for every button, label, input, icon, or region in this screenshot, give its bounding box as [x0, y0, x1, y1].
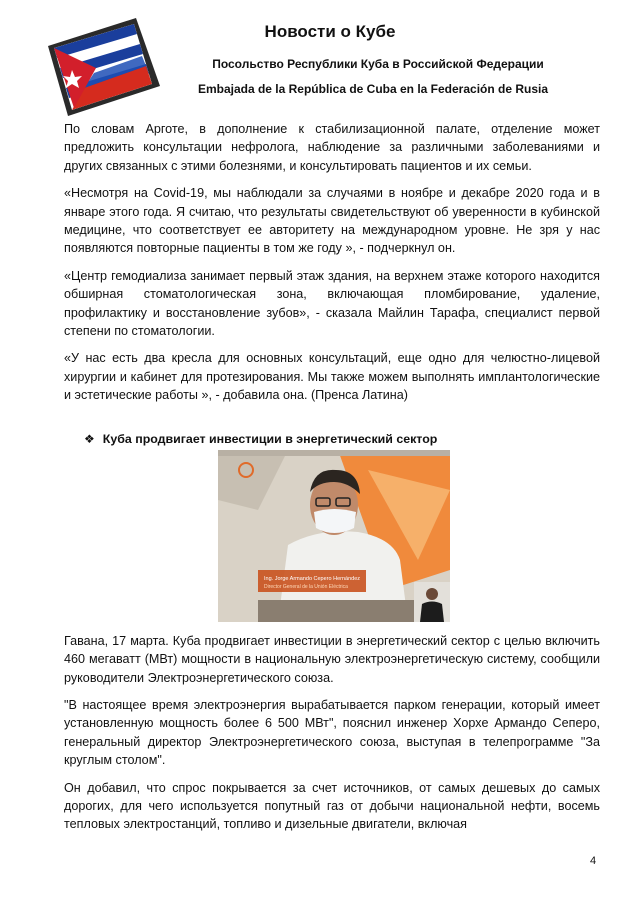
paragraph: «У нас есть два кресла для основных консультаций, еще одно для челюстно-лицевой хирургии и кабинет для протезирования. Мы также можем выполнять имплантологические и эстетические работы », - добавила она. (Пренса Латина) — [64, 351, 600, 403]
article-photo — [218, 450, 450, 622]
paragraph: Он добавил, что спрос покрывается за счет источников, от самых дешевых до самых дорогих, для чего используется попутный газ от добычи национальной нефти, восемь тепловых электростанций, топливо и дизельные двигатели, включая — [64, 780, 600, 832]
paragraph: "В настоящее время электроэнергия вырабатывается парком генерации, который имеет установленную мощность более 6 500 МВт", пояснил инженер Хорхе Армандо Сеперо, генеральный директор Электроэнергетического союза, выступая в телепрограмме "За круглым столом". — [64, 697, 600, 768]
article-headline-text: Куба продвигает инвестиции в энергетический сектор — [102, 431, 438, 446]
photo-caption-role: Director General de la Unión Eléctrica — [264, 583, 348, 590]
paragraph: По словам Арготе, в дополнение к стабилизационной палате, отделение может предложить консультации нефролога, наблюдение за различными заболеваниями и других связанных с этими болезнями, и консультировать пациентов и их семьи. — [64, 122, 600, 173]
diamond-bullet-icon: ❖ — [84, 431, 95, 446]
embassy-name-ru: Посольство Республики Куба в Российской Федерации — [212, 57, 544, 71]
page-content — [64, 120, 600, 843]
paragraph: «Центр гемодиализа занимает первый этаж здания, на верхнем этаже которого находится обширная стоматологическая зона, включающая пломбирование, удаление, профилактику и восстановление зубов», - сказала Майлин Тарафа, специалист первой степени по стоматологии. — [64, 268, 600, 339]
photo-caption-name: Ing. Jorge Armando Cepero Hernández — [264, 575, 361, 582]
embassy-logo — [44, 18, 164, 118]
page-number: 4 — [590, 855, 597, 867]
paragraph: Гавана, 17 марта. Куба продвигает инвестиции в энергетический сектор с целью включить 460 мегаватт (МВт) мощности в национальную электроэнергетическую систему, сообщили руководители Электроэнергетического союза. — [64, 633, 600, 685]
paragraph: «Несмотря на Covid-19, мы наблюдали за случаями в ноябре и декабре 2020 года и в январе этого года. Я считаю, что результаты свидетельствуют об уверенности в кубинской медицине, что соответствует ее авторитету на международном уровне. Не зря у нас появляются повторные пациенты в том же году », - подчеркнул он. — [64, 186, 600, 256]
page-title: Новости о Кубе — [264, 22, 396, 41]
article-headline — [84, 432, 600, 446]
embassy-name-es: Embajada de la República de Cuba en la Federación de Rusia — [197, 82, 549, 96]
